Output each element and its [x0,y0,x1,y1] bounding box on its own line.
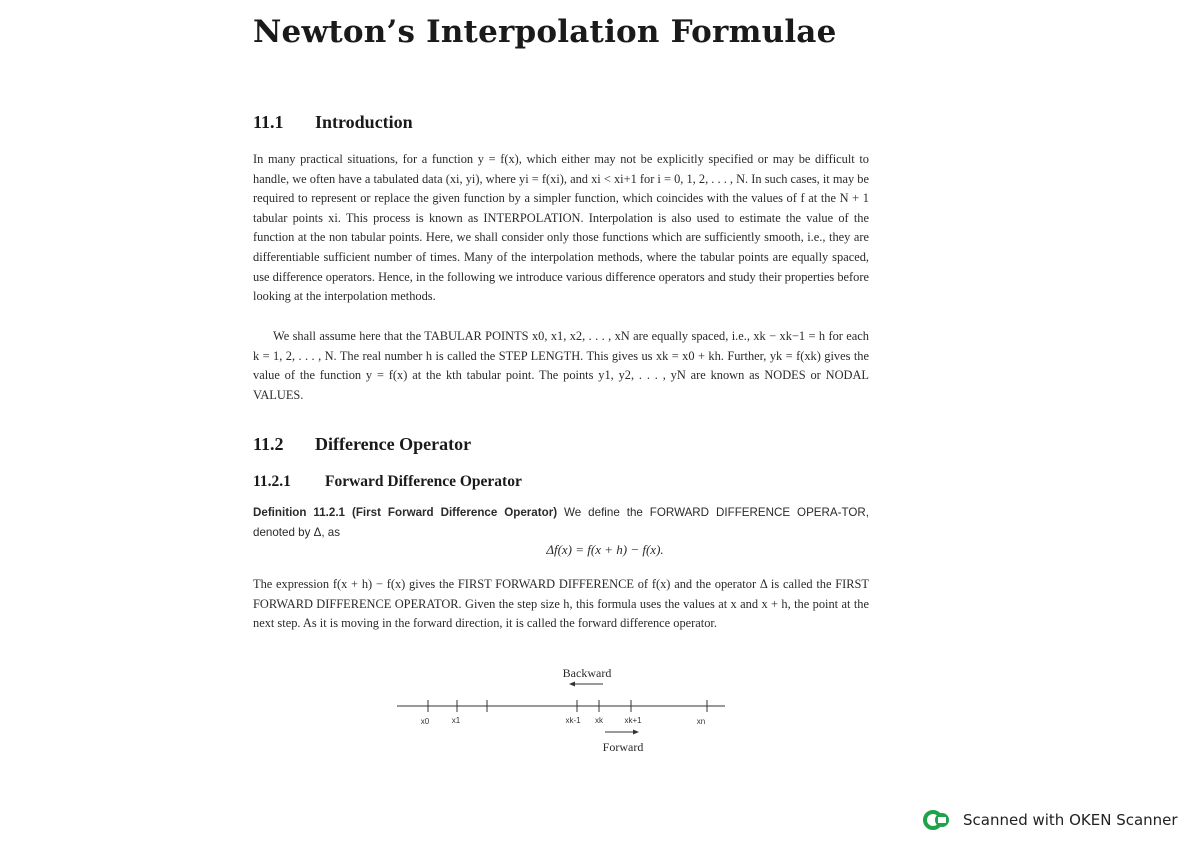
subsection-heading-forward-difference [253,473,522,491]
section-number: 11.2 [253,434,284,454]
number-line-diagram [395,662,725,762]
forward-label: Forward [602,740,644,754]
section-title: Introduction [315,112,413,132]
definition-head: Definition 11.2.1 (First Forward Difference Operator) [253,506,558,519]
intro-paragraph-1: In many practical situations, for a function y = f(x), which either may not be explicitly specified or may be difficult to handle, we often have a tabulated data (xi, yi), where yi = f(xi), and xi < xi+1 for i = 0, 1, 2, . . . , N. In such cases, it may be required to represent or replace the given function by a simpler function, which coincides with the values of f at the N + 1 tabular points xi. This process is known as INTERPOLATION. Interpolation is also used to estimate the value of the function at the non tabular points. Here, we shall consider only those functions which are sufficiently smooth, i.e., they are differentiable sufficient number of times. Many of the interpolation methods, where the tabular points are equally spaced, use difference operators. Hence, in the following we introduce various difference operators and study their properties before looking at the interpolation methods. [253,152,869,304]
oken-logo-icon [923,809,953,831]
section-title: Difference Operator [315,434,472,454]
document-title: Newton’s Interpolation Formulae [253,14,837,50]
point-label-xn: xn [696,717,706,726]
section-heading-difference-operator [253,434,471,455]
watermark-text: Scanned with OKEN Scanner [963,811,1178,829]
section-heading-introduction [253,112,413,133]
point-label-x1: x1 [451,716,461,725]
backward-label: Backward [562,666,612,680]
definition-body: We define the FORWARD DIFFERENCE OPERA-TOR, denoted by Δ, as [253,506,869,539]
forward-difference-paragraph: The expression f(x + h) − f(x) gives the FIRST FORWARD DIFFERENCE of f(x) and the operator Δ is called the FIRST FORWARD DIFFERENCE OPERATOR. Given the step size h, this formula uses the values at x and x + h, the point at the next step. As it is moving in the forward direction, it is called the forward difference operator. [253,577,869,631]
point-label-xk-plus-1: xk+1 [624,716,642,725]
definition-block [253,503,869,543]
forward-difference-equation: Δf(x) = f(x + h) − f(x). [546,542,664,557]
backward-arrow [569,682,603,687]
point-label-x0: x0 [420,717,430,726]
subsection-number: 11.2.1 [253,473,291,490]
intro-paragraph-2: We shall assume here that the TABULAR POINTS x0, x1, x2, . . . , xN are equally spaced, i.e., xk − xk−1 = h for each k = 1, 2, . . . , N. The real number h is called the STEP LENGTH. This gives us xk = x0 + kh. Further, yk = f(xk) gives the value of the function y = f(x) at the kth tabular point. The points y1, y2, . . . , yN are known as NODES or NODAL VALUES. [253,329,869,402]
forward-arrow [605,730,639,735]
point-label-xk-minus-1: xk-1 [565,716,581,725]
subsection-title: Forward Difference Operator [325,473,522,490]
scanner-watermark [923,809,1178,831]
section-number: 11.1 [253,112,284,132]
point-label-xk: xk [595,716,603,725]
